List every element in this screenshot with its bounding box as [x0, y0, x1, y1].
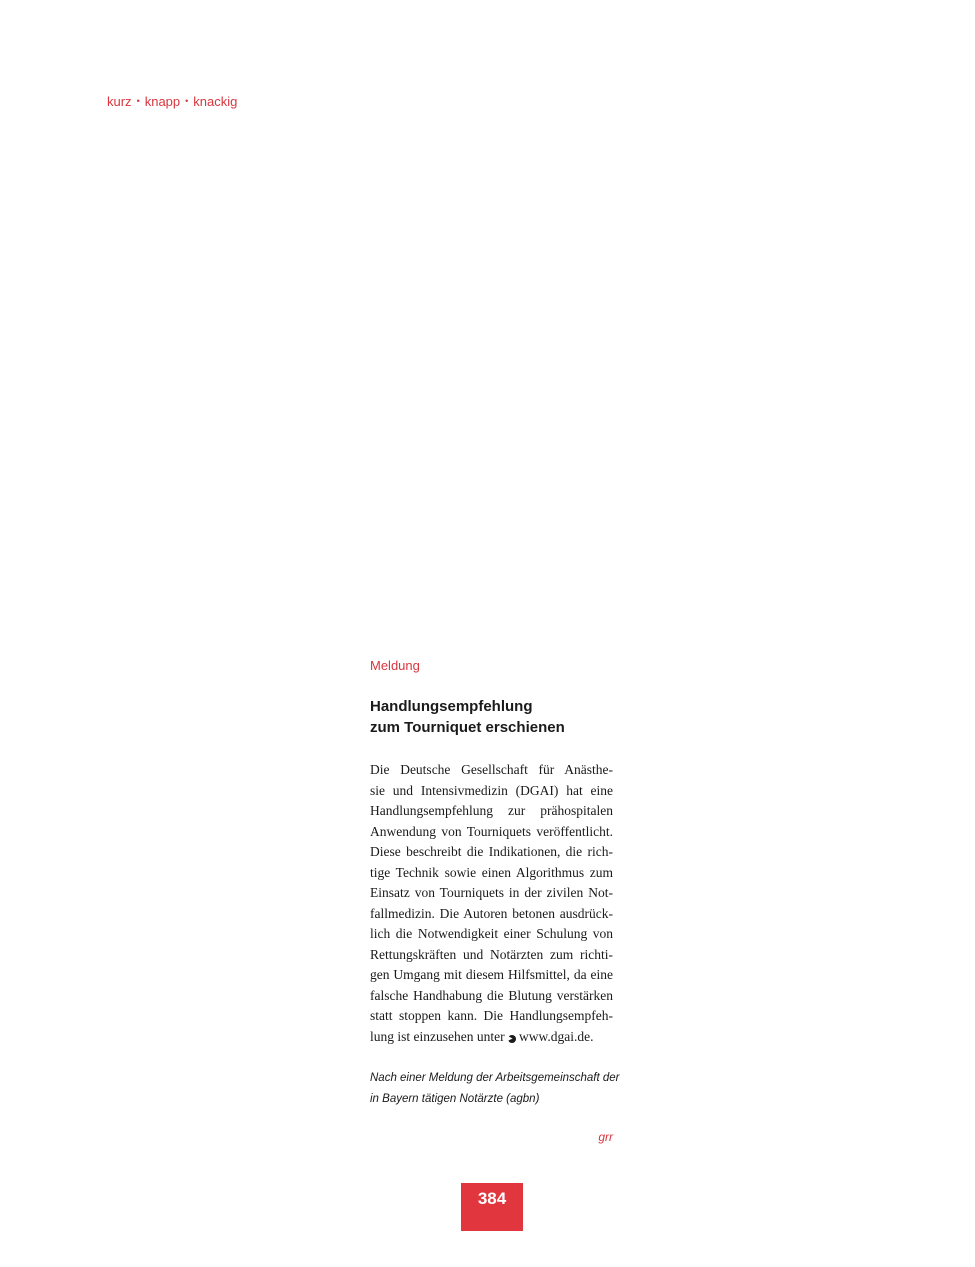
dgai-link[interactable]: www.dgai.de.	[518, 1028, 594, 1044]
separator-dot: •	[136, 96, 140, 106]
headline-line: Handlungsempfehlung	[370, 698, 533, 715]
running-head-item: kurz	[107, 94, 132, 109]
body-line: Anwendung von Tourniquets veröffentlicht.	[370, 823, 613, 839]
body-line: sie und Intensivmedizin (DGAI) hat eine	[370, 782, 613, 798]
body-line: statt stoppen kann. Die Handlungsempfeh-	[370, 1008, 613, 1023]
body-line: tige Technik sowie einen Algorithmus zum	[370, 864, 613, 880]
body-line: fallmedizin. Die Autoren betonen ausdrück-	[370, 905, 613, 921]
separator-dot: •	[185, 96, 189, 106]
page-number: 384	[477, 1189, 507, 1208]
body-line	[370, 1027, 613, 1048]
page-number-box	[461, 1183, 523, 1231]
article-kicker: Meldung	[370, 658, 420, 673]
source-line: in Bayern tätigen Notärzte (agbn)	[370, 1092, 540, 1105]
headline-line: zum Tourniquet erschienen	[370, 719, 565, 736]
body-line: falsche Handhabung die Blutung verstärken	[370, 987, 613, 1003]
running-head-item: knackig	[193, 94, 238, 109]
body-line: Rettungskräften und Notärzten zum richti-	[370, 946, 613, 962]
body-line: Die Deutsche Gesellschaft für Anästhe-	[370, 762, 613, 777]
article-headline	[370, 696, 630, 738]
running-head	[107, 94, 237, 109]
running-head-item: knapp	[144, 94, 181, 109]
source-line: Nach einer Meldung der Arbeitsgemeinschaft der	[370, 1072, 620, 1084]
body-line: lich die Notwendigkeit einer Schulung von	[370, 926, 613, 941]
body-line: Handlungsempfehlung zur prähospitalen	[370, 803, 613, 818]
body-line: Diese beschreibt die Indikationen, die rich-	[370, 844, 613, 859]
arrow-right-circle-icon: ▶	[508, 1035, 516, 1043]
body-line: Einsatz von Tourniquets in der zivilen Not-	[370, 885, 613, 900]
body-line-text: lung ist einzusehen unter	[370, 1028, 508, 1044]
author-initials: grr	[598, 1130, 613, 1144]
article-body	[370, 760, 613, 1047]
article-source	[370, 1068, 620, 1109]
body-line: gen Umgang mit diesem Hilfsmittel, da eine	[370, 967, 613, 982]
